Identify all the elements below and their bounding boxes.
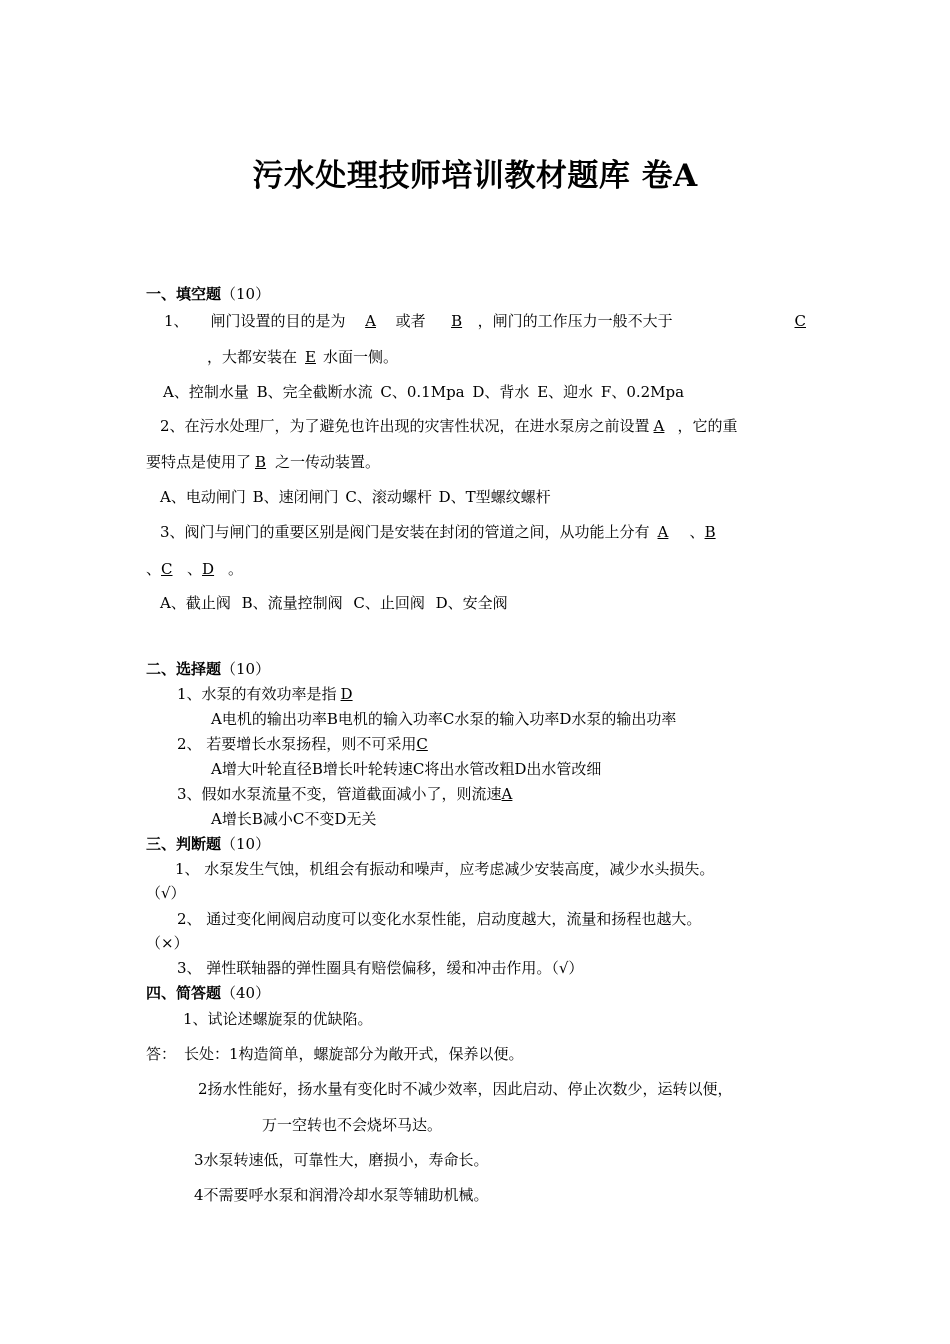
section-heading-text: 三、判断题 — [146, 835, 222, 853]
answer-4-1-line-2: 2扬水性能好，扬水量有变化时不减少效率，因此启动、停止次数少，运转以便， — [198, 1080, 733, 1098]
answer-blank: A — [365, 312, 376, 330]
question-text: 要特点是使用了 — [146, 453, 252, 471]
answer-blank: B — [255, 453, 267, 471]
question-1-1-cont — [207, 347, 398, 367]
question-3-3: 3、 弹性联轴器的弹性圈具有赔偿偏移，缓和冲击作用。（√） — [177, 959, 584, 977]
question-3-1-answer: （√） — [146, 884, 186, 902]
question-1-2-options: A、电动闸门 B、速闭闸门 C、滚动螺杆 D、T型螺纹螺杆 — [160, 488, 551, 506]
section-points: （10） — [221, 285, 271, 303]
section-points: （10） — [221, 660, 271, 678]
question-3-2: 2、 通过变化闸阀启动度可以变化水泵性能，启动度越大，流量和扬程也越大。 — [177, 910, 702, 928]
question-text: 水面一侧。 — [323, 348, 399, 366]
answer-blank: D — [202, 560, 215, 578]
question-1-2 — [160, 416, 738, 436]
section-points: （40） — [221, 984, 271, 1002]
question-3-1: 1、 水泵发生气蚀，机组会有振动和噪声，应考虑减少安装高度，减少水头损失。 — [175, 860, 715, 878]
question-1-3-cont: 、C 、D 。 — [146, 560, 244, 578]
answer-blank: A — [653, 417, 665, 435]
question-text: 闸门设置的目的是为 — [210, 312, 346, 330]
answer-4-1-line-1 — [146, 1044, 524, 1064]
question-3-2-answer: （×） — [146, 934, 189, 952]
question-2-1-options: A电机的输出功率B电机的输入功率C水泵的输入功率D水泵的输出功率 — [211, 710, 677, 728]
section-choice-heading — [146, 659, 270, 679]
question-text: 3、阀门与闸门的重要区别是阀门是安装在封闭的管道之间，从功能上分有 — [160, 523, 650, 541]
question-text: 或者 — [395, 312, 426, 330]
question-2-2-options: A增大叶轮直径B增长叶轮转速C将出水管改粗D出水管改细 — [211, 760, 602, 778]
section-judge-heading — [146, 834, 270, 854]
answer-blank: E — [305, 348, 316, 366]
question-text: ，闸门的工作压力一般不大于 — [477, 312, 673, 330]
question-1-3: 3、阀门与闸门的重要区别是阀门是安装在封闭的管道之间，从功能上分有 A 、B — [160, 523, 716, 541]
answer-blank: C — [416, 735, 428, 753]
answer-label: 答： — [146, 1045, 177, 1063]
answer-4-1-line-3: 3水泵转速低，可靠性大，磨损小，寿命长。 — [194, 1151, 489, 1169]
answer-blank: C — [794, 312, 806, 330]
question-1-1-options: A、控制水量 B、完全截断水流 C、0.1Mpa D、背水 E、迎水 F、0.2Mpa — [163, 383, 685, 401]
answer-blank: D — [340, 685, 353, 703]
question-text: 1、水泵的有效功率是指 — [177, 685, 337, 703]
question-text: 之一传动装置。 — [275, 453, 381, 471]
answer-text: 长处：1构造简单，螺旋部分为敞开式，保养以便。 — [184, 1045, 524, 1063]
question-text: ，它的重 — [677, 417, 738, 435]
answer-blank: B — [704, 523, 716, 541]
question-1-1 — [164, 311, 673, 331]
answer-blank-c — [786, 311, 806, 331]
answer-blank: A — [657, 523, 669, 541]
answer-blank: A — [501, 785, 513, 803]
answer-4-1-line-4: 4不需要呼水泵和润滑冷却水泵等辅助机械。 — [194, 1186, 489, 1204]
question-text: 2、 若要增长水泵扬程，则不可采用 — [177, 735, 417, 753]
answer-blank: B — [451, 312, 463, 330]
answer-4-1-line-2b: 万一空转也不会烧坏马达。 — [262, 1116, 443, 1134]
question-text: ，大都安装在 — [207, 348, 298, 366]
question-4-1: 1、试论述螺旋泵的优缺陷。 — [183, 1010, 373, 1028]
section-points: （10） — [221, 835, 271, 853]
section-fill-blank-heading — [146, 284, 270, 304]
question-2-3 — [177, 784, 512, 804]
question-2-1 — [177, 684, 353, 704]
section-heading-text: 一、填空题 — [146, 285, 222, 303]
question-2-3-options: A增长B减小C不变D无关 — [211, 810, 377, 828]
section-short-answer-heading — [146, 983, 270, 1003]
question-text: 3、假如水泵流量不变，管道截面减小了，则流速 — [177, 785, 502, 803]
question-1-3-options: A、截止阀 B、流量控制阀 C、止回阀 D、安全阀 — [160, 594, 508, 612]
answer-blank: C — [161, 560, 173, 578]
page-title: 污水处理技师培训教材题库 卷A — [252, 158, 698, 194]
section-heading-text: 四、简答题 — [146, 984, 222, 1002]
question-2-2 — [177, 734, 428, 754]
question-1-2-cont — [146, 452, 380, 472]
question-text: 2、在污水处理厂，为了避免也许出现的灾害性状况，在进水泵房之前设置 — [160, 417, 650, 435]
question-number: 1、 — [164, 312, 189, 330]
section-heading-text: 二、选择题 — [146, 660, 222, 678]
